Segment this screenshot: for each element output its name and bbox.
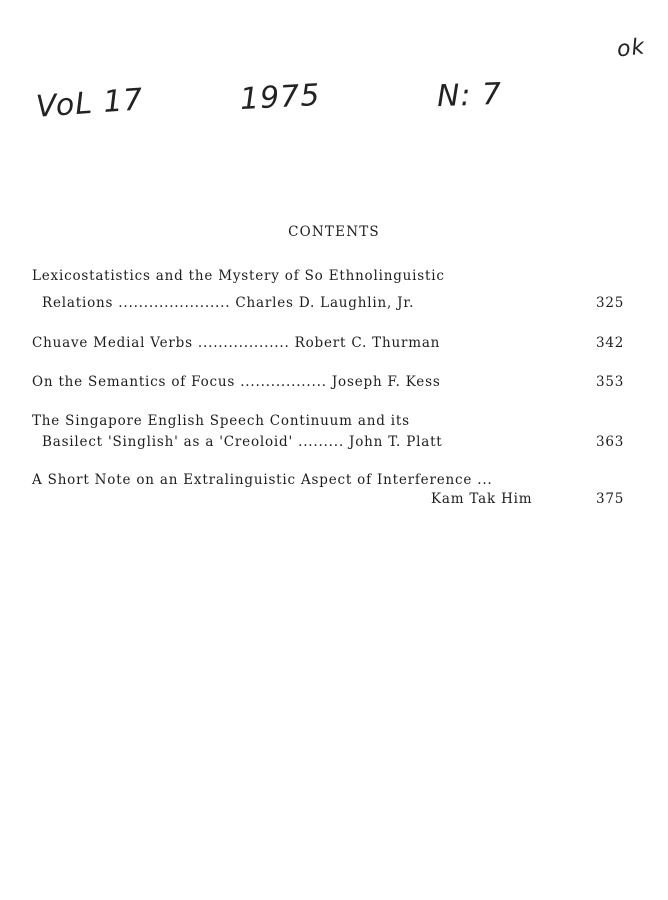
entry-2-title: Chuave Medial Verbs .................. Robert C. Thurman xyxy=(32,335,441,351)
entry-4-title: The Singapore English Speech Continuum and its xyxy=(32,413,410,429)
handwritten-ok-mark: ok xyxy=(615,34,647,63)
entry-5-page: 375 xyxy=(596,491,625,507)
contents-heading: CONTENTS xyxy=(288,224,380,240)
entry-3-title: On the Semantics of Focus ................. Joseph F. Kess xyxy=(32,374,441,390)
entry-4-title-cont: Basilect 'Singlish' as a 'Creoloid' ......... John T. Platt xyxy=(42,434,443,450)
handwritten-number: N: 7 xyxy=(436,76,503,115)
entry-5-author: Kam Tak Him xyxy=(431,491,533,507)
entry-1-title: Lexicostatistics and the Mystery of So Ethnolinguistic xyxy=(32,268,445,284)
handwritten-year: 1975 xyxy=(239,77,322,118)
entry-3-page: 353 xyxy=(596,374,625,390)
entry-4-page: 363 xyxy=(596,434,625,450)
entry-1-title-cont: Relations ...................... Charles D. Laughlin, Jr. xyxy=(42,295,415,311)
entry-1-page: 325 xyxy=(596,295,625,311)
handwritten-volume: VoL 17 xyxy=(34,82,145,125)
entry-5-title: A Short Note on an Extralinguistic Aspect of Interference ... xyxy=(32,472,493,488)
entry-2-page: 342 xyxy=(596,335,625,351)
